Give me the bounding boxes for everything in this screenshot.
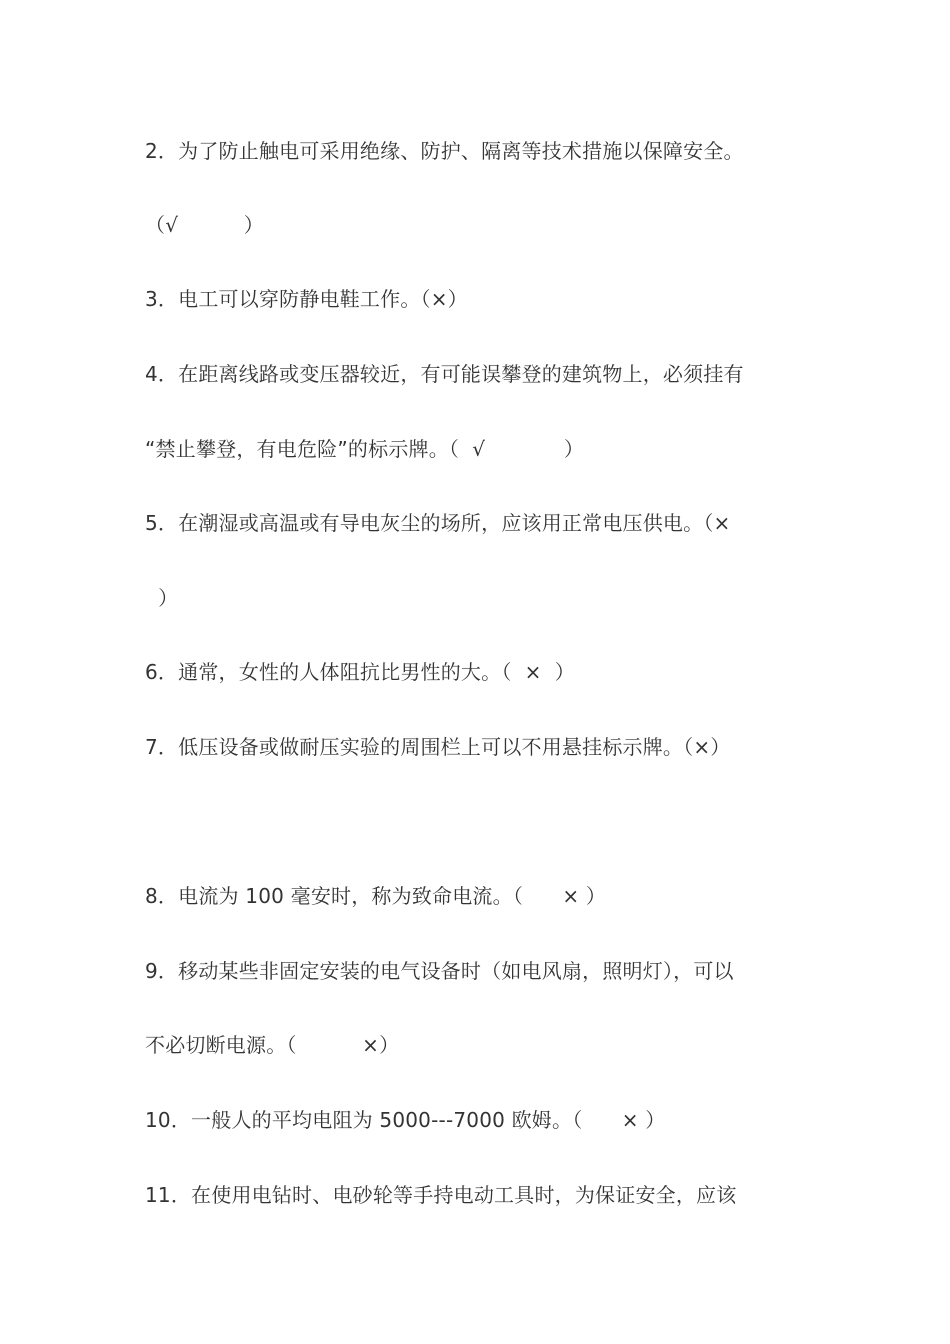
question-6: 6．通常，女性的人体阻抗比男性的大。（ × ）	[145, 660, 575, 684]
question-3: 3．电工可以穿防静电鞋工作。（×）	[145, 287, 468, 311]
question-4-line-2: “禁止攀登，有电危险”的标示牌。（ √ ）	[145, 437, 585, 461]
question-4-line-1: 4．在距离线路或变压器较近，有可能误攀登的建筑物上，必须挂有	[145, 362, 744, 386]
question-2-line-1: 2．为了防止触电可采用绝缘、防护、隔离等技术措施以保障安全。	[145, 139, 744, 163]
question-11-line-1: 11．在使用电钻时、电砂轮等手持电动工具时，为保证安全，应该	[145, 1183, 737, 1207]
question-2-answer: （√ ）	[145, 213, 264, 237]
question-5-line-2: ）	[145, 586, 179, 610]
question-10: 10．一般人的平均电阻为 5000---7000 欧姆。（ × ）	[145, 1108, 666, 1132]
question-7: 7．低压设备或做耐压实验的周围栏上可以不用悬挂标示牌。（×）	[145, 735, 731, 759]
question-9-line-1: 9．移动某些非固定安装的电气设备时（如电风扇，照明灯），可以	[145, 959, 734, 983]
question-5-line-1: 5．在潮湿或高温或有导电灰尘的场所，应该用正常电压供电。（×	[145, 511, 731, 535]
question-9-line-2: 不必切断电源。（ ×）	[145, 1033, 400, 1057]
question-8: 8．电流为 100 毫安时，称为致命电流。（ × ）	[145, 884, 607, 908]
